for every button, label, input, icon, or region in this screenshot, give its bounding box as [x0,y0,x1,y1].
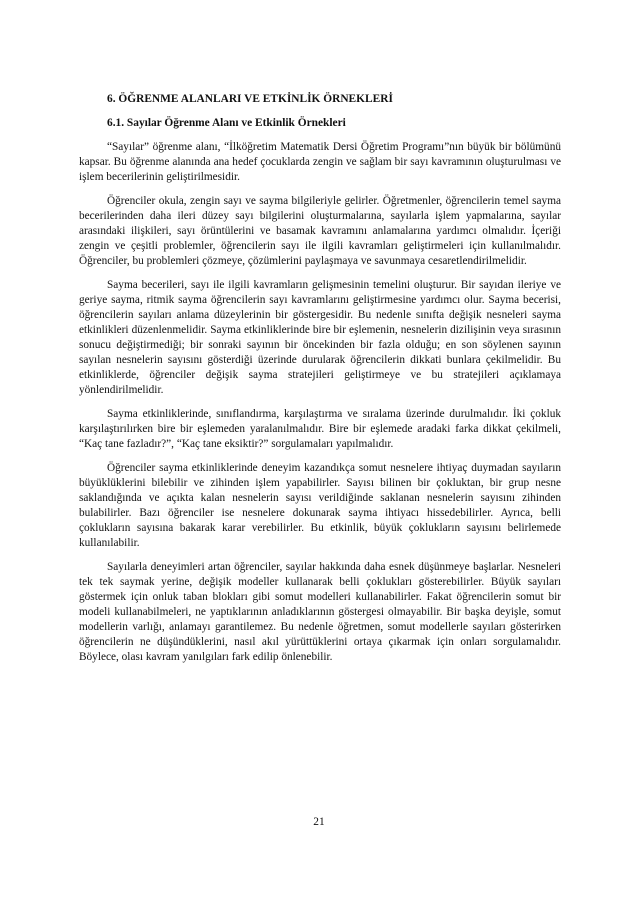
page-number: 21 [313,816,325,828]
paragraph-4: Sayma etkinliklerinde, sınıflandırma, karşılaştırma ve sıralama üzerinde durulmalıdır. İki çokluk karşılaştırılırken bire bir eşlemeden yaralanılmalıdır. Bire bir eşlemede aradaki farka dikkat çekilmeli, “Kaç tane fazladır?”, “Kaç tane eksiktir?” sorgulamaları yapılmalıdır. [79,408,561,451]
subsection-title: 6.1. Sayılar Öğrenme Alanı ve Etkinlik Örnekleri [107,117,346,129]
paragraph-2: Öğrenciler okula, zengin sayı ve sayma bilgileriyle gelirler. Öğretmenler, öğrencilerin temel sayma becerilerinden daha ileri düzey sayı bilgilerini oluşturmalarına, sayılarla işlem yapmalarına, sayılar arasındaki ilişkileri, sayı örüntülerini ve basamak kavramını anlamalarına yardımcı olmalıdır. İçeriği zengin ve çeşitli problemler, öğrencilerin sayı ile ilgili kavramları geliştirmeleri için kullanılmalıdır. Öğrenciler, bu problemleri çözmeye, çözümlerini paylaşmaya ve savunmaya cesaretlendirilmelidir. [79,194,561,268]
section-title: 6. ÖĞRENME ALANLARI VE ETKİNLİK ÖRNEKLERİ [107,93,393,105]
paragraph-3: Sayma becerileri, sayı ile ilgili kavramların gelişmesinin temelini oluşturur. Bir sayıdan ileriye ve geriye sayma, ritmik sayma öğrencilerin sayı kavramlarını geliştirmesine yardımcı olur. Sayma becerisi, öğrencilerin sayıları anlama düzeylerinin bir göstergesidir. Bu nedenle sınıfta değişik nesneleri sayma etkinlikleri düzenlenmelidir. Sayma etkinliklerinde bire bir eşlemenin, nesnelerin dizilişinin veya sırasının sonucu değiştirmediği; bir sonraki sayının bir öncekinden bir fazla olduğu; en son söylenen sayının sayılan nesnelerin sayısını gösterdiği üzerinde durularak öğrencilerin dikkati bunlara çekilmelidir. Bu etkinliklerde, öğrenciler değişik sayma stratejileri geliştirmeye ve bu stratejileri açıklamaya yönlendirilmelidir. [79,278,561,397]
paragraph-1: “Sayılar” öğrenme alanı, “İlköğretim Matematik Dersi Öğretim Programı”nın büyük bir bölümünü kapsar. Bu öğrenme alanında ana hedef çocuklarda zengin ve sağlam bir sayı kavramının oluşturulması ve işlem becerilerinin geliştirilmesidir. [79,141,561,184]
paragraph-5: Öğrenciler sayma etkinliklerinde deneyim kazandıkça somut nesnelere ihtiyaç duymadan sayıların büyüklüklerini bilebilir ve zihinden işlem yapabilirler. Sayısı bilinen bir çokluktan, bir grup nesne saklandığında ve açıkta kalan nesnelerin sayısı verildiğinde saklanan nesnelerin sayısını zihinden bulabilirler. Bazı öğrenciler ise nesnelere dokunarak sayma ihtiyacı hissedebilirler. Ayrıca, belli çoklukların sayısına bakarak karar verebilirler. Bu etkinlik, büyük çoklukların sayısını belirlemede kullanılabilir. [79,461,561,550]
paragraph-6: Sayılarla deneyimleri artan öğrenciler, sayılar hakkında daha esnek düşünmeye başlarlar. Nesneleri tek tek saymak yerine, değişik modeller kullanarak belli çoklukları gösterebilirler. Büyük sayıları göstermek için onluk taban blokları gibi somut modelleri kullanabilirler. Fakat öğrencilerin somut bir modeli kullanabilmeleri, ne yaptıklarının anladıklarının göstergesi olmayabilir. Bir başka deyişle, somut modellerin varlığı, anlamayı garantilemez. Bu nedenle öğretmen, somut modellerle sayıları gösterirken öğrencilerin ne düşündüklerini, nasıl akıl yürüttüklerini ortaya çıkarmak için onları sorgulamalıdır. Böylece, olası kavram yanılgıları fark edilip önlenebilir. [79,560,561,664]
page-content [79,92,561,674]
